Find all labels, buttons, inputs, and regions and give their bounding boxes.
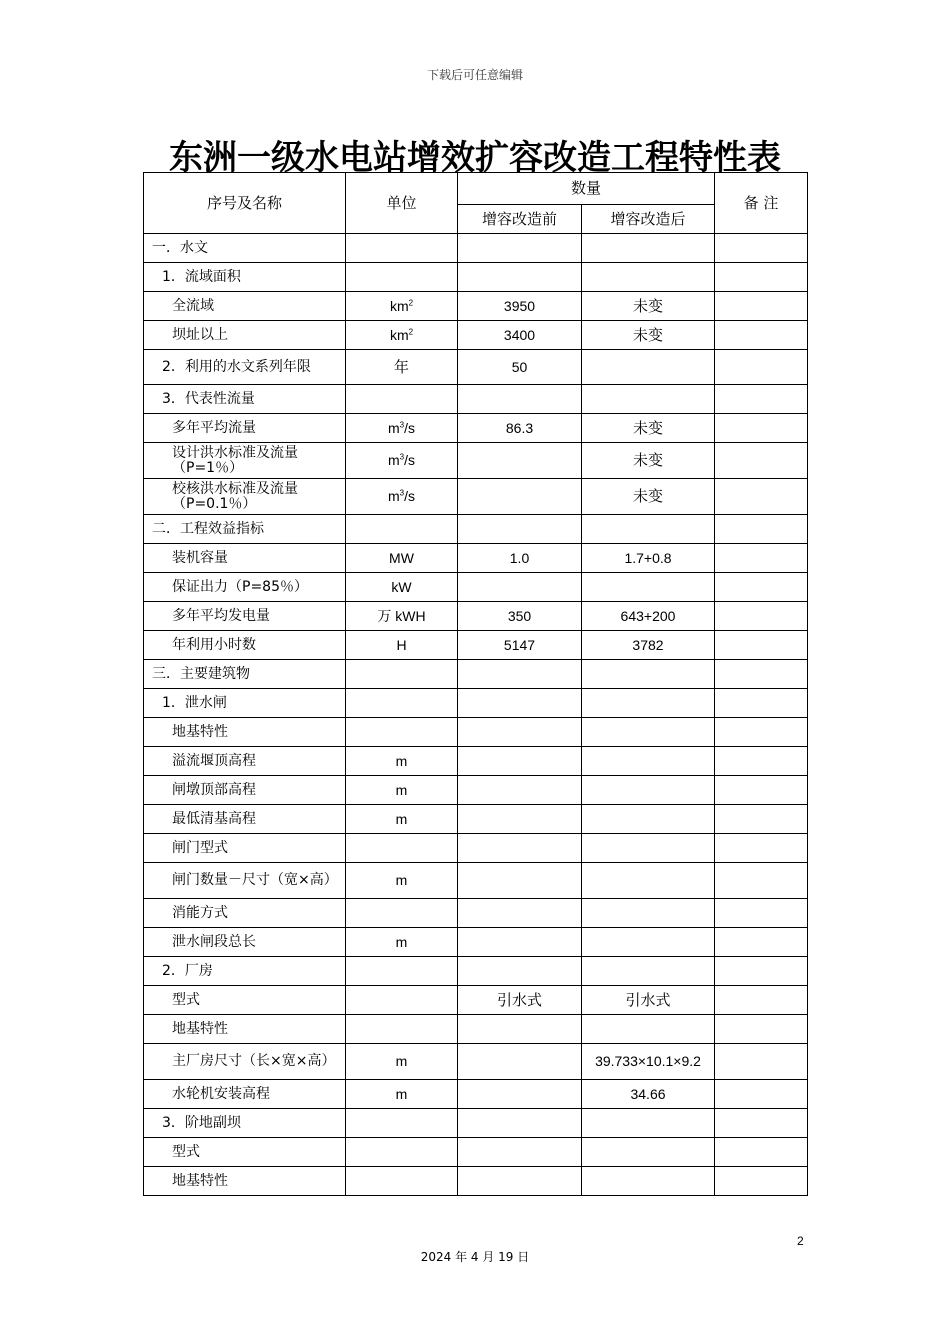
row-name: 坝址以上 <box>144 321 346 350</box>
table-row <box>144 544 808 573</box>
unit-base: km <box>389 297 409 314</box>
row-remark <box>715 1138 808 1167</box>
row-name: 装机容量 <box>144 544 346 573</box>
row-unit <box>346 689 458 718</box>
row-before <box>458 957 582 986</box>
row-before <box>458 1138 582 1167</box>
row-unit: m <box>346 747 458 776</box>
row-name: 泄水闸段总长 <box>144 928 346 957</box>
table-row <box>144 834 808 863</box>
row-remark <box>715 515 808 544</box>
row-unit <box>346 986 458 1015</box>
row-after: 3782 <box>582 631 715 660</box>
row-unit: H <box>346 631 458 660</box>
table-row <box>144 321 808 350</box>
row-after: 未变 <box>582 479 715 515</box>
unit-tail: /s <box>404 419 415 436</box>
row-unit: m <box>346 776 458 805</box>
table-row <box>144 899 808 928</box>
row-name: 溢流堰顶高程 <box>144 747 346 776</box>
row-after <box>582 385 715 414</box>
row-before: 3400 <box>458 321 582 350</box>
row-remark <box>715 479 808 515</box>
row-after <box>582 1138 715 1167</box>
unit-base: m <box>387 452 400 468</box>
unit-tail: /s <box>404 452 415 468</box>
row-after <box>582 515 715 544</box>
row-unit: 年 <box>346 350 458 385</box>
row-before <box>458 573 582 602</box>
unit-superscript: 3 <box>399 488 405 498</box>
row-before: 86.3 <box>458 414 582 443</box>
row-before <box>458 263 582 292</box>
row-name: 地基特性 <box>144 1015 346 1044</box>
row-before <box>458 718 582 747</box>
row-after <box>582 747 715 776</box>
row-after <box>582 263 715 292</box>
row-unit: m <box>346 928 458 957</box>
row-name: 3．阶地副坝 <box>144 1109 346 1138</box>
row-after: 643+200 <box>582 602 715 631</box>
table-row <box>144 414 808 443</box>
row-unit <box>346 385 458 414</box>
table-row <box>144 631 808 660</box>
row-unit <box>346 1167 458 1196</box>
table-row <box>144 747 808 776</box>
row-name: 多年平均发电量 <box>144 602 346 631</box>
row-remark <box>715 928 808 957</box>
row-remark <box>715 660 808 689</box>
row-name: 消能方式 <box>144 899 346 928</box>
table-row <box>144 1109 808 1138</box>
row-before: 5147 <box>458 631 582 660</box>
table-row <box>144 234 808 263</box>
row-before <box>458 1044 582 1080</box>
row-remark <box>715 292 808 321</box>
row-before: 1.0 <box>458 544 582 573</box>
row-name: 2．利用的水文系列年限 <box>144 350 346 385</box>
row-remark <box>715 776 808 805</box>
row-unit: m <box>346 863 458 899</box>
row-remark <box>715 747 808 776</box>
row-after <box>582 805 715 834</box>
header-unit: 单位 <box>346 173 458 234</box>
spec-table <box>143 172 808 1196</box>
unit-base: m <box>387 419 400 436</box>
row-name: 二．工程效益指标 <box>144 515 346 544</box>
row-name: 1．流域面积 <box>144 263 346 292</box>
row-before: 50 <box>458 350 582 385</box>
row-remark <box>715 544 808 573</box>
header-name: 序号及名称 <box>144 173 346 234</box>
row-after <box>582 957 715 986</box>
row-name: 最低清基高程 <box>144 805 346 834</box>
row-before <box>458 805 582 834</box>
row-remark <box>715 385 808 414</box>
table-row <box>144 863 808 899</box>
row-unit: m <box>346 1044 458 1080</box>
row-unit <box>346 263 458 292</box>
row-unit: m <box>346 805 458 834</box>
row-name: 1．泄水闸 <box>144 689 346 718</box>
row-after: 34.66 <box>582 1080 715 1109</box>
row-name: 多年平均流量 <box>144 414 346 443</box>
row-name: 2．厂房 <box>144 957 346 986</box>
row-remark <box>715 321 808 350</box>
row-remark <box>715 573 808 602</box>
row-before: 350 <box>458 602 582 631</box>
row-before: 3950 <box>458 292 582 321</box>
row-after <box>582 573 715 602</box>
table-row <box>144 1167 808 1196</box>
table-row <box>144 776 808 805</box>
row-remark <box>715 834 808 863</box>
table-row <box>144 602 808 631</box>
row-unit <box>346 718 458 747</box>
row-unit <box>346 899 458 928</box>
table-row <box>144 660 808 689</box>
row-before <box>458 1080 582 1109</box>
row-unit: MW <box>346 544 458 573</box>
row-name: 保证出力（P=85％） <box>144 573 346 602</box>
table-row <box>144 350 808 385</box>
row-name: 型式 <box>144 986 346 1015</box>
row-unit <box>346 234 458 263</box>
row-remark <box>715 263 808 292</box>
row-after <box>582 689 715 718</box>
row-remark <box>715 689 808 718</box>
row-name: 一．水文 <box>144 234 346 263</box>
row-name: 地基特性 <box>144 718 346 747</box>
table-row <box>144 573 808 602</box>
row-remark <box>715 986 808 1015</box>
header-after: 增容改造后 <box>582 205 715 234</box>
unit-superscript: 3 <box>399 452 405 462</box>
row-name: 闸门型式 <box>144 834 346 863</box>
row-before: 引水式 <box>458 986 582 1015</box>
row-after: 39.733×10.1×9.2 <box>582 1044 715 1080</box>
row-before <box>458 899 582 928</box>
unit-tail: /s <box>404 488 415 504</box>
header-quantity: 数量 <box>458 173 715 205</box>
row-before <box>458 515 582 544</box>
row-remark <box>715 350 808 385</box>
row-remark <box>715 234 808 263</box>
row-name: 校核洪水标准及流量（P=0.1％） <box>144 479 346 515</box>
row-after <box>582 1015 715 1044</box>
table-row <box>144 263 808 292</box>
table-row <box>144 805 808 834</box>
row-after <box>582 1167 715 1196</box>
row-before <box>458 385 582 414</box>
row-remark <box>715 899 808 928</box>
row-before <box>458 834 582 863</box>
row-after: 未变 <box>582 292 715 321</box>
unit-base: m <box>387 488 400 504</box>
row-unit: kW <box>346 573 458 602</box>
table-row <box>144 515 808 544</box>
table-row <box>144 1015 808 1044</box>
table-row <box>144 1044 808 1080</box>
row-after: 未变 <box>582 414 715 443</box>
row-remark <box>715 1015 808 1044</box>
row-after: 引水式 <box>582 986 715 1015</box>
row-after <box>582 776 715 805</box>
page-number: 2 <box>797 1234 804 1248</box>
row-before <box>458 1109 582 1138</box>
table-row <box>144 928 808 957</box>
row-unit <box>346 321 458 350</box>
table-row <box>144 385 808 414</box>
row-name: 3．代表性流量 <box>144 385 346 414</box>
row-remark <box>715 805 808 834</box>
row-before <box>458 443 582 479</box>
row-before <box>458 747 582 776</box>
row-remark <box>715 1044 808 1080</box>
row-unit <box>346 515 458 544</box>
row-unit <box>346 443 458 479</box>
row-name: 闸门数量－尺寸（宽×高） <box>144 863 346 899</box>
row-after <box>582 660 715 689</box>
row-unit: 万 kWH <box>346 602 458 631</box>
row-after <box>582 234 715 263</box>
row-before <box>458 479 582 515</box>
row-unit <box>346 660 458 689</box>
row-remark <box>715 957 808 986</box>
header-remark: 备 注 <box>715 173 808 234</box>
row-before <box>458 776 582 805</box>
table-body <box>144 234 808 1196</box>
row-unit <box>346 292 458 321</box>
row-before <box>458 863 582 899</box>
table-row <box>144 292 808 321</box>
table-row <box>144 689 808 718</box>
row-name: 设计洪水标准及流量（P=1％） <box>144 443 346 479</box>
row-remark <box>715 631 808 660</box>
row-after <box>582 834 715 863</box>
row-name: 年利用小时数 <box>144 631 346 660</box>
row-unit <box>346 414 458 443</box>
row-unit <box>346 479 458 515</box>
row-name: 三．主要建筑物 <box>144 660 346 689</box>
row-before <box>458 1167 582 1196</box>
table-row <box>144 957 808 986</box>
row-remark <box>715 1167 808 1196</box>
row-remark <box>715 1109 808 1138</box>
row-unit <box>346 1015 458 1044</box>
row-remark <box>715 863 808 899</box>
row-remark <box>715 718 808 747</box>
table-row <box>144 986 808 1015</box>
row-unit: m <box>346 1080 458 1109</box>
row-name: 闸墩顶部高程 <box>144 776 346 805</box>
row-after <box>582 899 715 928</box>
table-row <box>144 718 808 747</box>
table-row <box>144 479 808 515</box>
row-remark <box>715 602 808 631</box>
unit-superscript: 2 <box>408 326 414 336</box>
table-row <box>144 443 808 479</box>
row-after <box>582 1109 715 1138</box>
row-unit <box>346 1109 458 1138</box>
row-after <box>582 350 715 385</box>
unit-superscript: 2 <box>408 297 414 307</box>
page-header: 下载后可任意编辑 <box>426 68 523 82</box>
unit-superscript: 3 <box>399 419 405 429</box>
row-name: 主厂房尺寸（长×宽×高） <box>144 1044 346 1080</box>
unit-base: km <box>389 326 409 343</box>
row-remark <box>715 1080 808 1109</box>
row-before <box>458 1015 582 1044</box>
row-unit <box>346 957 458 986</box>
row-name: 型式 <box>144 1138 346 1167</box>
row-before <box>458 689 582 718</box>
row-after <box>582 928 715 957</box>
row-before <box>458 660 582 689</box>
row-name: 水轮机安装高程 <box>144 1080 346 1109</box>
row-after: 未变 <box>582 443 715 479</box>
row-before <box>458 234 582 263</box>
row-remark <box>715 443 808 479</box>
document-title: 东洲一级水电站增效扩容改造工程特性表 <box>169 138 781 178</box>
footer-date: 2024 年 4 月 19 日 <box>420 1250 530 1264</box>
table-row <box>144 1080 808 1109</box>
row-unit <box>346 1138 458 1167</box>
row-name: 全流域 <box>144 292 346 321</box>
row-after <box>582 863 715 899</box>
row-before <box>458 928 582 957</box>
row-remark <box>715 414 808 443</box>
row-after: 未变 <box>582 321 715 350</box>
row-name: 地基特性 <box>144 1167 346 1196</box>
row-after: 1.7+0.8 <box>582 544 715 573</box>
header-before: 增容改造前 <box>458 205 582 234</box>
row-unit <box>346 834 458 863</box>
table-row <box>144 1138 808 1167</box>
row-after <box>582 718 715 747</box>
